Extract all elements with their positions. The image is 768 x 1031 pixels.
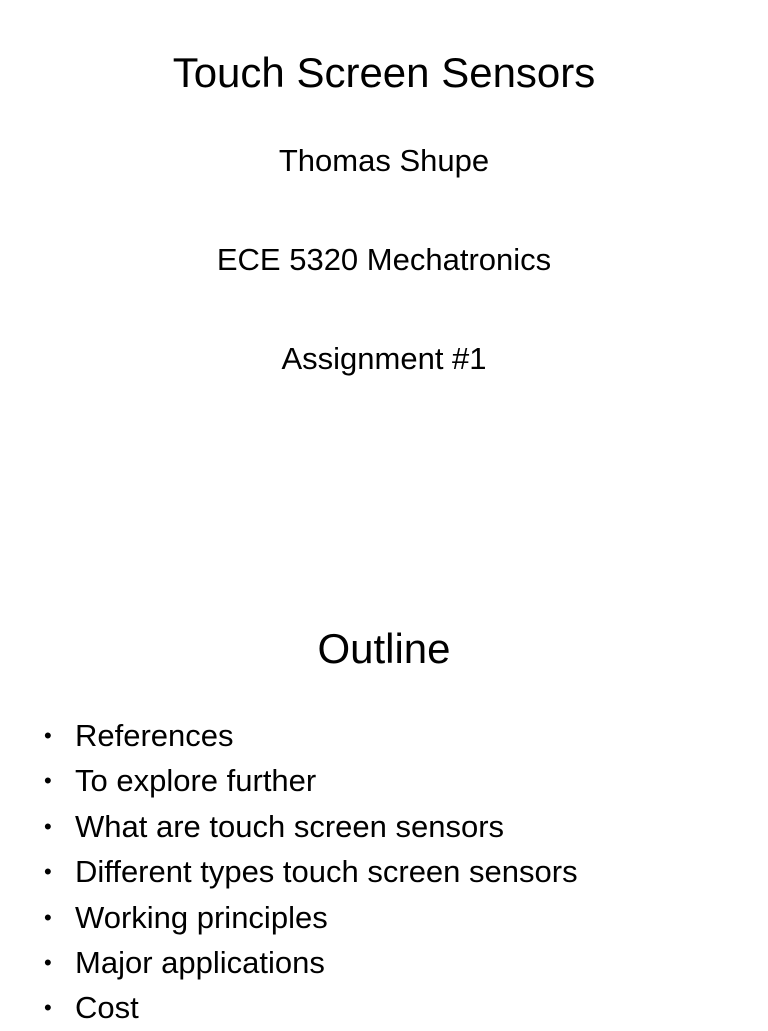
outline-slide <box>0 576 768 1024</box>
outline-item-cost <box>44 985 578 1030</box>
outline-item-label: What are touch screen sensors <box>75 808 505 844</box>
bullet-icon: • <box>44 995 52 1021</box>
bullet-icon: • <box>44 859 52 885</box>
outline-item-principles <box>44 895 578 940</box>
outline-item-label: Major applications <box>75 945 325 981</box>
course-name: ECE 5320 Mechatronics <box>216 242 552 277</box>
outline-item-what-are <box>44 804 578 849</box>
assignment-label: Assignment #1 <box>281 341 487 376</box>
outline-item-explore <box>44 758 578 803</box>
bullet-icon: • <box>44 950 52 976</box>
slide-title: Touch Screen Sensors <box>172 49 596 96</box>
outline-item-label: Different types touch screen sensors <box>75 854 578 890</box>
outline-item-label: References <box>75 718 234 753</box>
outline-item-references <box>44 713 578 758</box>
bullet-icon: • <box>44 904 52 930</box>
outline-item-label: To explore further <box>75 763 317 799</box>
bullet-icon: • <box>44 768 52 794</box>
bullet-icon: • <box>44 813 52 839</box>
outline-item-applications <box>44 940 578 985</box>
outline-item-types <box>44 849 578 894</box>
bullet-icon: • <box>44 723 52 748</box>
outline-item-label: Cost <box>75 990 139 1026</box>
author-name: Thomas Shupe <box>278 143 490 178</box>
outline-list <box>44 713 578 1031</box>
outline-item-label: Working principles <box>75 899 328 935</box>
outline-title: Outline <box>317 625 451 672</box>
